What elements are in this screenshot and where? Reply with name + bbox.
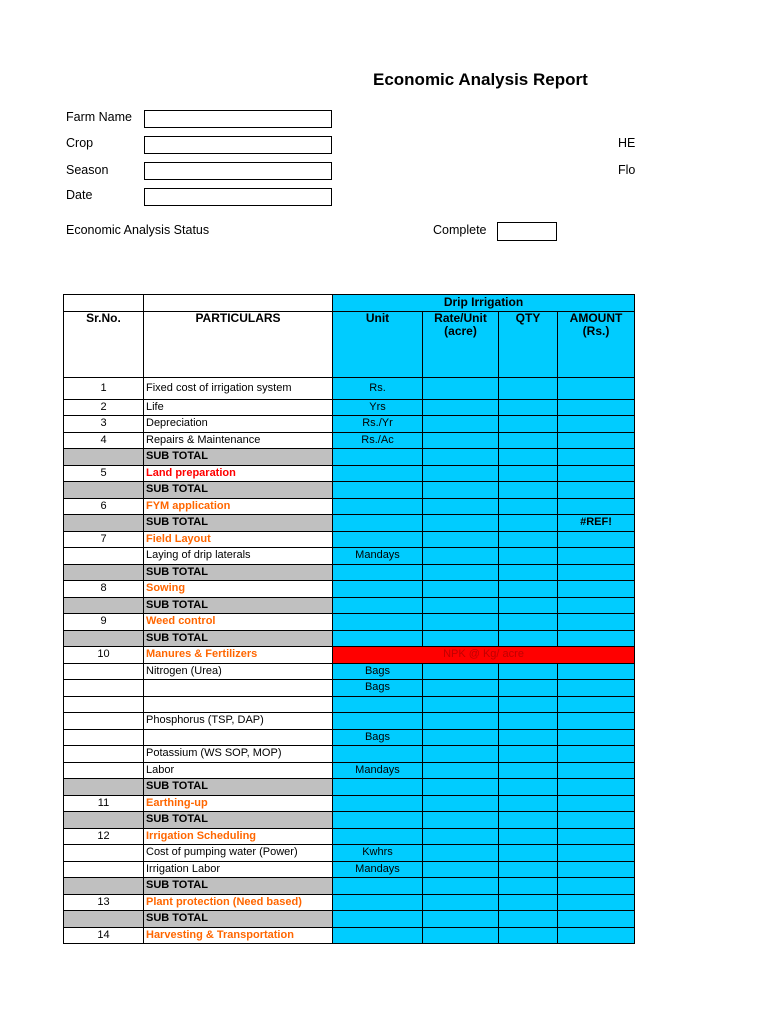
crop-label: Crop <box>66 136 94 150</box>
qty-cell <box>499 762 558 779</box>
date-field[interactable] <box>144 188 332 206</box>
amount-cell: #REF! <box>558 515 635 532</box>
qty-cell <box>499 878 558 895</box>
particulars-cell: SUB TOTAL <box>144 449 333 466</box>
table-row <box>64 564 635 581</box>
unit-cell <box>333 498 423 515</box>
rate-cell <box>423 498 499 515</box>
npk-banner: NPK @ Kg/ acre <box>333 647 635 664</box>
unit-cell <box>333 746 423 763</box>
qty-cell <box>499 779 558 796</box>
amount-cell <box>558 696 635 713</box>
table-row <box>64 696 635 713</box>
rate-cell <box>423 680 499 697</box>
qty-cell <box>499 729 558 746</box>
particulars-cell <box>144 696 333 713</box>
rate-cell <box>423 812 499 829</box>
sr-cell <box>64 630 144 647</box>
table-row <box>64 377 635 399</box>
unit-cell <box>333 531 423 548</box>
sr-cell: 14 <box>64 927 144 944</box>
analysis-status-label: Economic Analysis Status <box>66 223 210 237</box>
amount-cell <box>558 377 635 399</box>
col-amount-header: AMOUNT (Rs.) <box>558 311 635 377</box>
rate-cell <box>423 713 499 730</box>
sr-cell <box>64 680 144 697</box>
table-row <box>64 663 635 680</box>
sr-cell <box>64 746 144 763</box>
table-row <box>64 762 635 779</box>
table-row <box>64 795 635 812</box>
unit-cell <box>333 927 423 944</box>
rate-cell <box>423 878 499 895</box>
col-rate-header: Rate/Unit (acre) <box>423 311 499 377</box>
rate-cell <box>423 482 499 499</box>
unit-cell: Mandays <box>333 762 423 779</box>
unit-cell <box>333 812 423 829</box>
particulars-cell: Field Layout <box>144 531 333 548</box>
qty-cell <box>499 894 558 911</box>
particulars-cell: SUB TOTAL <box>144 779 333 796</box>
qty-cell <box>499 746 558 763</box>
rate-cell <box>423 515 499 532</box>
sr-cell: 4 <box>64 432 144 449</box>
rate-cell <box>423 861 499 878</box>
rate-cell <box>423 449 499 466</box>
qty-cell <box>499 597 558 614</box>
rate-cell <box>423 531 499 548</box>
rate-cell <box>423 828 499 845</box>
unit-cell: Kwhrs <box>333 845 423 862</box>
unit-cell: Bags <box>333 663 423 680</box>
table-row <box>64 531 635 548</box>
amount-cell <box>558 432 635 449</box>
sr-cell: 7 <box>64 531 144 548</box>
table-row <box>64 416 635 433</box>
table-row <box>64 548 635 565</box>
qty-cell <box>499 531 558 548</box>
unit-cell <box>333 894 423 911</box>
particulars-cell: Manures & Fertilizers <box>144 647 333 664</box>
amount-cell <box>558 795 635 812</box>
amount-cell <box>558 548 635 565</box>
rate-cell <box>423 746 499 763</box>
season-field[interactable] <box>144 162 332 180</box>
table-row <box>64 828 635 845</box>
qty-cell <box>499 713 558 730</box>
amount-cell <box>558 927 635 944</box>
sr-cell: 13 <box>64 894 144 911</box>
amount-cell <box>558 482 635 499</box>
rate-cell <box>423 465 499 482</box>
particulars-cell: SUB TOTAL <box>144 630 333 647</box>
unit-cell <box>333 564 423 581</box>
qty-cell <box>499 498 558 515</box>
qty-cell <box>499 465 558 482</box>
sr-cell: 1 <box>64 377 144 399</box>
qty-cell <box>499 515 558 532</box>
particulars-cell: SUB TOTAL <box>144 878 333 895</box>
amount-cell <box>558 498 635 515</box>
amount-cell <box>558 399 635 416</box>
sr-cell <box>64 729 144 746</box>
unit-cell <box>333 449 423 466</box>
amount-cell <box>558 449 635 466</box>
unit-cell: Mandays <box>333 548 423 565</box>
rate-cell <box>423 729 499 746</box>
qty-cell <box>499 630 558 647</box>
table-row <box>64 861 635 878</box>
table-row <box>64 729 635 746</box>
amount-cell <box>558 729 635 746</box>
header-empty-cell <box>144 295 333 312</box>
crop-field[interactable] <box>144 136 332 154</box>
qty-cell <box>499 581 558 598</box>
rate-cell <box>423 845 499 862</box>
qty-cell <box>499 680 558 697</box>
table-row <box>64 449 635 466</box>
table-row <box>64 432 635 449</box>
table-row <box>64 647 635 664</box>
amount-cell <box>558 581 635 598</box>
unit-cell <box>333 779 423 796</box>
amount-cell <box>558 812 635 829</box>
col-unit-header: Unit <box>333 311 423 377</box>
unit-cell: Yrs <box>333 399 423 416</box>
table-row <box>64 614 635 631</box>
page-title: Economic Analysis Report <box>373 70 588 89</box>
rate-cell <box>423 432 499 449</box>
col-particulars-header: PARTICULARS <box>144 311 333 377</box>
qty-cell <box>499 548 558 565</box>
sr-cell: 2 <box>64 399 144 416</box>
rate-cell <box>423 894 499 911</box>
season-label: Season <box>66 163 109 177</box>
table-row <box>64 713 635 730</box>
particulars-cell: SUB TOTAL <box>144 812 333 829</box>
amount-cell <box>558 779 635 796</box>
amount-cell <box>558 845 635 862</box>
sr-cell: 6 <box>64 498 144 515</box>
rate-cell <box>423 779 499 796</box>
complete-field[interactable] <box>497 222 557 241</box>
particulars-cell: FYM application <box>144 498 333 515</box>
particulars-cell: SUB TOTAL <box>144 515 333 532</box>
sr-cell <box>64 515 144 532</box>
sr-cell <box>64 845 144 862</box>
col-qty-header: QTY <box>499 311 558 377</box>
particulars-cell: Land preparation <box>144 465 333 482</box>
date-label: Date <box>66 188 93 202</box>
rate-cell <box>423 399 499 416</box>
table-row <box>64 597 635 614</box>
unit-cell <box>333 515 423 532</box>
sr-cell <box>64 564 144 581</box>
amount-cell <box>558 416 635 433</box>
rate-cell <box>423 762 499 779</box>
qty-cell <box>499 861 558 878</box>
unit-cell: Rs./Ac <box>333 432 423 449</box>
qty-cell <box>499 911 558 928</box>
particulars-cell: SUB TOTAL <box>144 911 333 928</box>
rate-cell <box>423 911 499 928</box>
sr-cell <box>64 696 144 713</box>
particulars-cell: Repairs & Maintenance <box>144 432 333 449</box>
qty-cell <box>499 696 558 713</box>
unit-cell <box>333 482 423 499</box>
amount-cell <box>558 894 635 911</box>
table-row <box>64 515 635 532</box>
drip-irrigation-header: Drip Irrigation <box>333 295 635 312</box>
amount-cell <box>558 878 635 895</box>
table-row <box>64 498 635 515</box>
qty-cell <box>499 416 558 433</box>
rate-cell <box>423 548 499 565</box>
particulars-cell: Potassium (WS SOP, MOP) <box>144 746 333 763</box>
sr-cell: 3 <box>64 416 144 433</box>
col-sr-header: Sr.No. <box>64 311 144 377</box>
rate-cell <box>423 564 499 581</box>
rate-cell <box>423 597 499 614</box>
sr-cell <box>64 812 144 829</box>
unit-cell <box>333 911 423 928</box>
complete-label: Complete <box>433 223 487 237</box>
sr-cell <box>64 548 144 565</box>
particulars-cell: Earthing-up <box>144 795 333 812</box>
qty-cell <box>499 927 558 944</box>
rate-cell <box>423 927 499 944</box>
amount-cell <box>558 630 635 647</box>
particulars-cell: Life <box>144 399 333 416</box>
rate-cell <box>423 630 499 647</box>
table-row <box>64 680 635 697</box>
unit-cell <box>333 614 423 631</box>
sr-cell: 9 <box>64 614 144 631</box>
table-row <box>64 878 635 895</box>
amount-cell <box>558 663 635 680</box>
table-row <box>64 630 635 647</box>
particulars-cell <box>144 680 333 697</box>
sr-cell <box>64 779 144 796</box>
particulars-cell: SUB TOTAL <box>144 482 333 499</box>
particulars-cell: Irrigation Labor <box>144 861 333 878</box>
unit-cell: Bags <box>333 680 423 697</box>
sr-cell: 5 <box>64 465 144 482</box>
sr-cell <box>64 449 144 466</box>
amount-cell <box>558 564 635 581</box>
particulars-cell: Laying of drip laterals <box>144 548 333 565</box>
table-row <box>64 894 635 911</box>
rate-cell <box>423 581 499 598</box>
table-row <box>64 911 635 928</box>
rate-cell <box>423 416 499 433</box>
amount-cell <box>558 465 635 482</box>
amount-cell <box>558 531 635 548</box>
sr-cell: 10 <box>64 647 144 664</box>
table-row <box>64 845 635 862</box>
qty-cell <box>499 482 558 499</box>
particulars-cell: Plant protection (Need based) <box>144 894 333 911</box>
particulars-cell: SUB TOTAL <box>144 597 333 614</box>
qty-cell <box>499 399 558 416</box>
unit-cell <box>333 465 423 482</box>
unit-cell <box>333 597 423 614</box>
table-row <box>64 581 635 598</box>
table-row <box>64 465 635 482</box>
unit-cell <box>333 581 423 598</box>
unit-cell <box>333 795 423 812</box>
sr-cell <box>64 597 144 614</box>
particulars-cell: Fixed cost of irrigation system <box>144 377 333 399</box>
amount-cell <box>558 614 635 631</box>
sr-cell <box>64 911 144 928</box>
amount-cell <box>558 828 635 845</box>
rate-cell <box>423 614 499 631</box>
amount-cell <box>558 861 635 878</box>
qty-cell <box>499 432 558 449</box>
qty-cell <box>499 377 558 399</box>
particulars-cell: Weed control <box>144 614 333 631</box>
unit-cell: Rs. <box>333 377 423 399</box>
sr-cell: 12 <box>64 828 144 845</box>
table-row <box>64 812 635 829</box>
amount-cell <box>558 746 635 763</box>
sr-cell <box>64 482 144 499</box>
sr-cell <box>64 713 144 730</box>
particulars-cell: SUB TOTAL <box>144 564 333 581</box>
sr-cell: 11 <box>64 795 144 812</box>
qty-cell <box>499 812 558 829</box>
qty-cell <box>499 828 558 845</box>
table-row <box>64 927 635 944</box>
unit-cell <box>333 696 423 713</box>
unit-cell: Mandays <box>333 861 423 878</box>
qty-cell <box>499 564 558 581</box>
amount-cell <box>558 713 635 730</box>
qty-cell <box>499 795 558 812</box>
qty-cell <box>499 845 558 862</box>
particulars-cell: Harvesting & Transportation <box>144 927 333 944</box>
farm-name-field[interactable] <box>144 110 332 128</box>
particulars-cell: Phosphorus (TSP, DAP) <box>144 713 333 730</box>
sr-cell <box>64 762 144 779</box>
particulars-cell: Irrigation Scheduling <box>144 828 333 845</box>
sr-cell <box>64 861 144 878</box>
qty-cell <box>499 614 558 631</box>
particulars-cell: Depreciation <box>144 416 333 433</box>
qty-cell <box>499 449 558 466</box>
rate-cell <box>423 795 499 812</box>
unit-cell <box>333 828 423 845</box>
unit-cell: Bags <box>333 729 423 746</box>
sr-cell <box>64 878 144 895</box>
farm-name-label: Farm Name <box>66 110 132 124</box>
unit-cell <box>333 630 423 647</box>
amount-cell <box>558 597 635 614</box>
header-empty-cell <box>64 295 144 312</box>
table-row <box>64 482 635 499</box>
rate-cell <box>423 696 499 713</box>
particulars-cell: Nitrogen (Urea) <box>144 663 333 680</box>
rate-cell <box>423 377 499 399</box>
amount-cell <box>558 911 635 928</box>
table-row <box>64 746 635 763</box>
amount-cell <box>558 680 635 697</box>
qty-cell <box>499 663 558 680</box>
particulars-cell: Cost of pumping water (Power) <box>144 845 333 862</box>
sr-cell: 8 <box>64 581 144 598</box>
sr-cell <box>64 663 144 680</box>
cost-table <box>63 294 635 944</box>
truncated-edge-text: Flo <box>618 163 636 177</box>
amount-cell <box>558 762 635 779</box>
unit-cell: Rs./Yr <box>333 416 423 433</box>
particulars-cell <box>144 729 333 746</box>
particulars-cell: Labor <box>144 762 333 779</box>
truncated-edge-text: HE <box>618 136 636 150</box>
rate-cell <box>423 663 499 680</box>
table-row <box>64 779 635 796</box>
particulars-cell: Sowing <box>144 581 333 598</box>
table-row <box>64 399 635 416</box>
unit-cell <box>333 878 423 895</box>
unit-cell <box>333 713 423 730</box>
